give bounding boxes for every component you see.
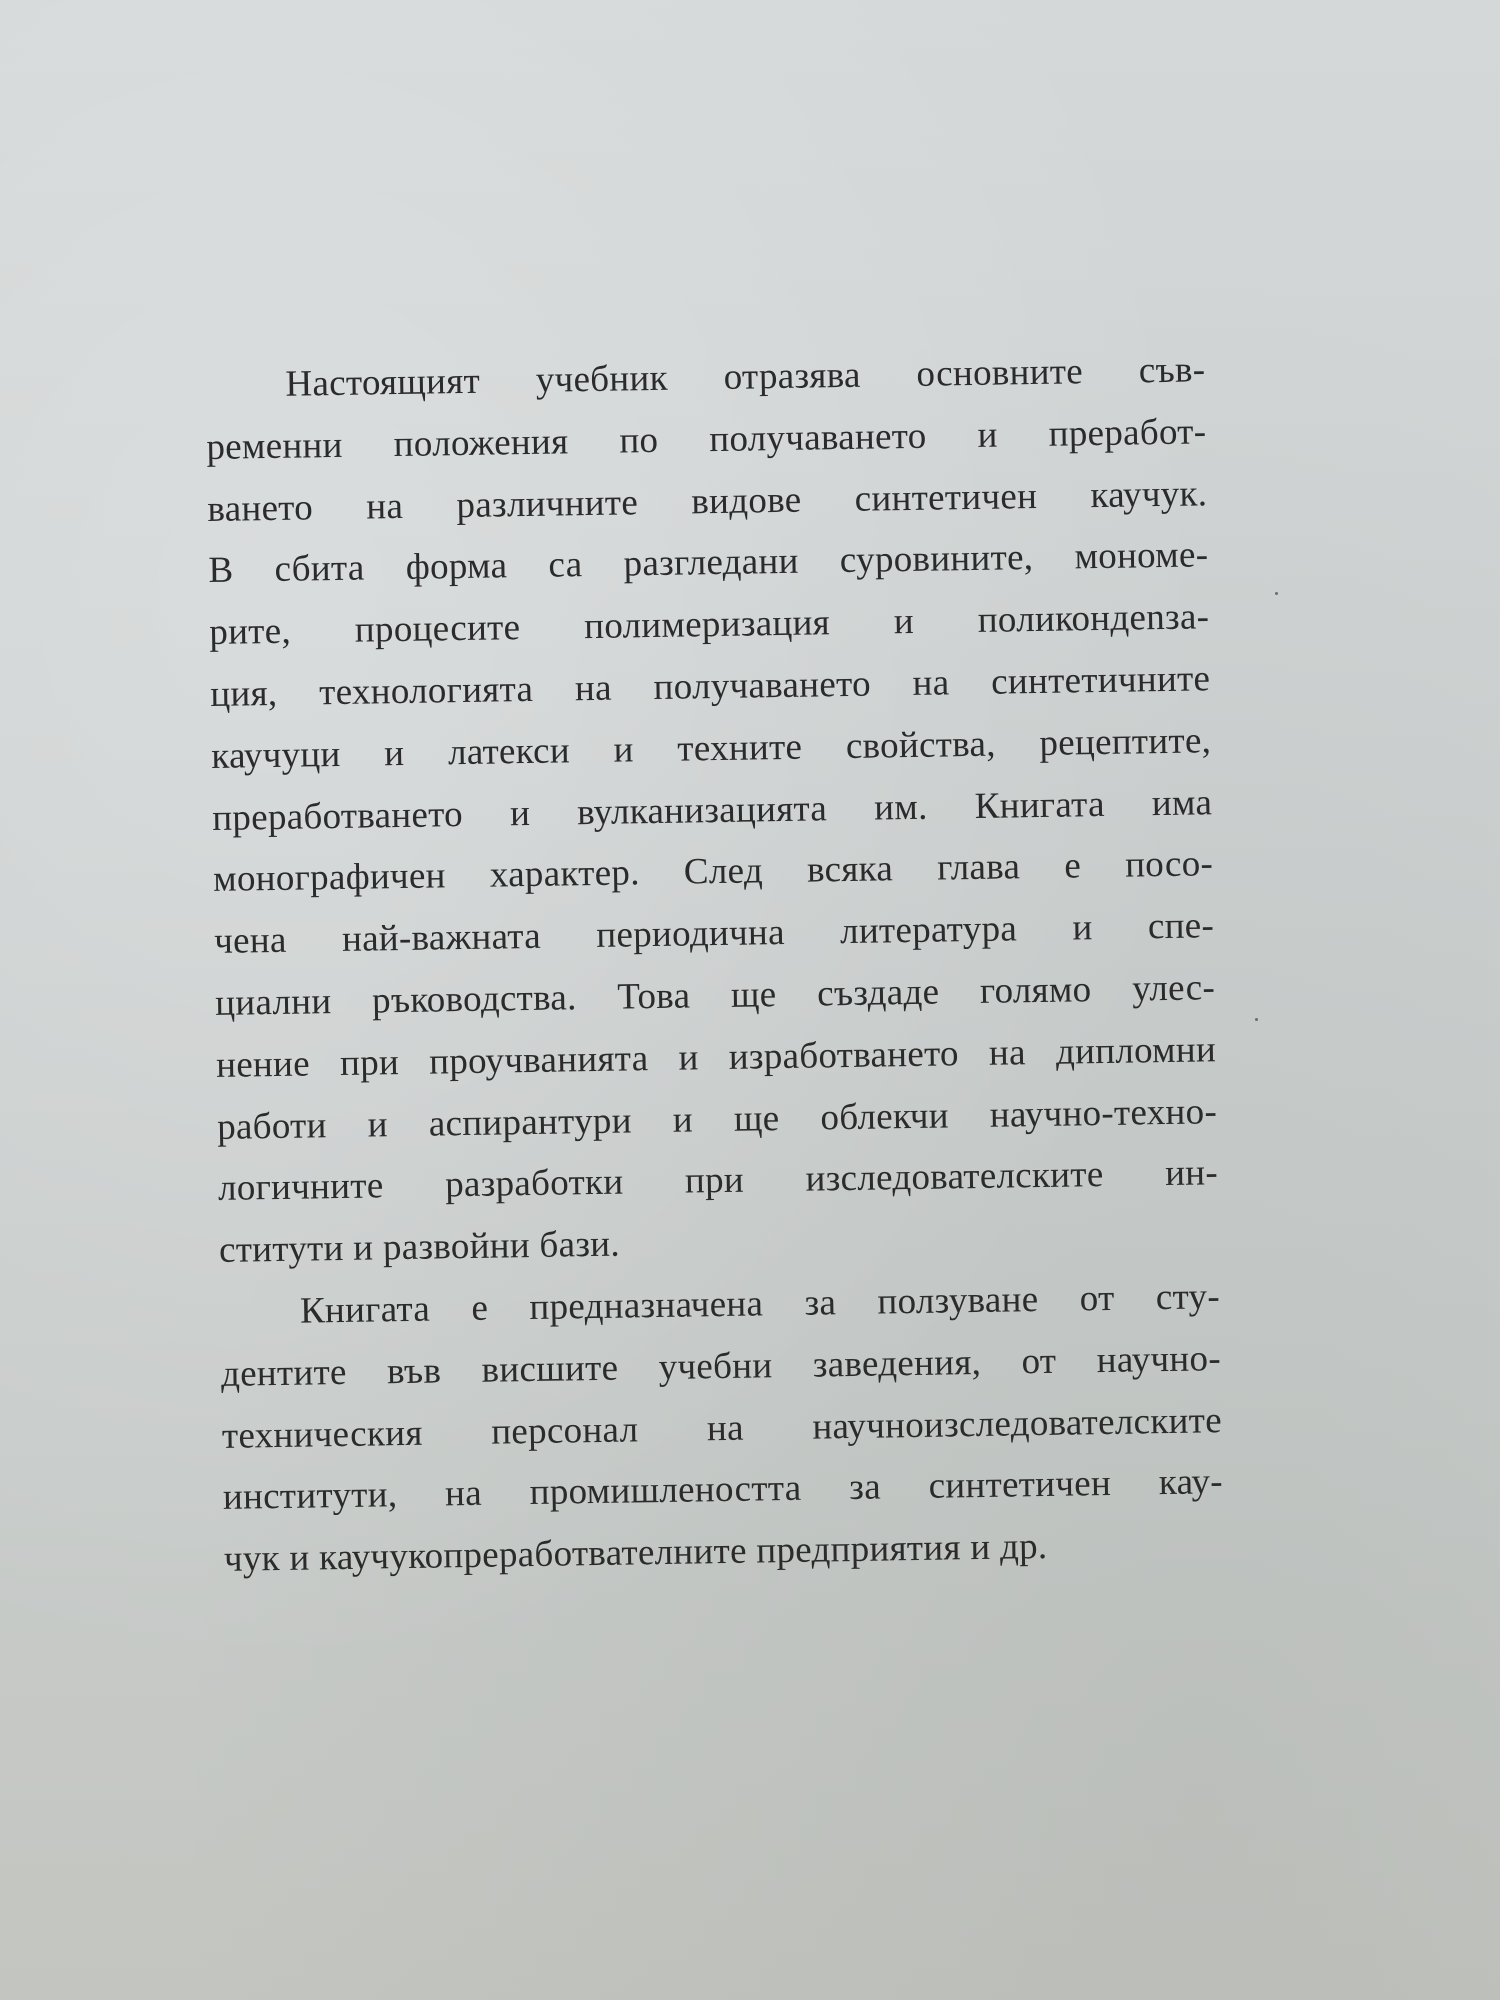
body-text bbox=[205, 339, 1224, 1590]
text-line: Настоящият учебник отразява основните съв- bbox=[285, 349, 1206, 405]
text-line: В сбита форма са разгледани суровините, мономе- bbox=[208, 534, 1209, 592]
text-line: ременни положения по получаването и преработ- bbox=[206, 411, 1207, 468]
text-line: техническия персонал на научноизследователските bbox=[221, 1399, 1223, 1457]
text-line: Книгата е предназначена за ползуване от сту- bbox=[299, 1276, 1221, 1332]
text-line: циални ръководства. Това ще създаде голямо улес- bbox=[214, 967, 1216, 1024]
paper-speck bbox=[1275, 592, 1278, 595]
text-line: ция, технологията на получаването на синтетичните bbox=[210, 658, 1211, 715]
text-line: институти, на промишлеността за синтетичен кау- bbox=[222, 1461, 1224, 1519]
text-line: монографичен характер. След всяка глава е посо- bbox=[212, 843, 1214, 901]
text-line: ститути и развойни бази. bbox=[218, 1223, 621, 1272]
text-line: логичните разработки при изследователските ин- bbox=[217, 1152, 1219, 1210]
text-line: ването на различните видове синтетичен каучук. bbox=[207, 472, 1208, 530]
paragraph-2 bbox=[220, 1266, 1225, 1591]
text-line: чук и каучукопреработвателните предприятия и др. bbox=[223, 1526, 1048, 1580]
text-line: преработването и вулканизацията им. Книгата има bbox=[211, 781, 1213, 839]
text-line: работи и аспирантури и ще облекчи научно-техно- bbox=[216, 1090, 1218, 1148]
text-line: чена най-важната периодична литература и спе- bbox=[213, 905, 1215, 963]
text-line: каучуци и латекси и техните свойства, рецептите, bbox=[210, 720, 1212, 777]
text-line: дентите във висшите учебни заведения, от научно- bbox=[220, 1337, 1222, 1395]
text-line: нение при проучванията и изработването на дипломни bbox=[215, 1028, 1217, 1086]
text-line: рите, процесите полимеризация и поликондenза- bbox=[209, 596, 1210, 654]
paper-speck bbox=[1255, 1018, 1258, 1021]
paragraph-1 bbox=[205, 339, 1219, 1282]
